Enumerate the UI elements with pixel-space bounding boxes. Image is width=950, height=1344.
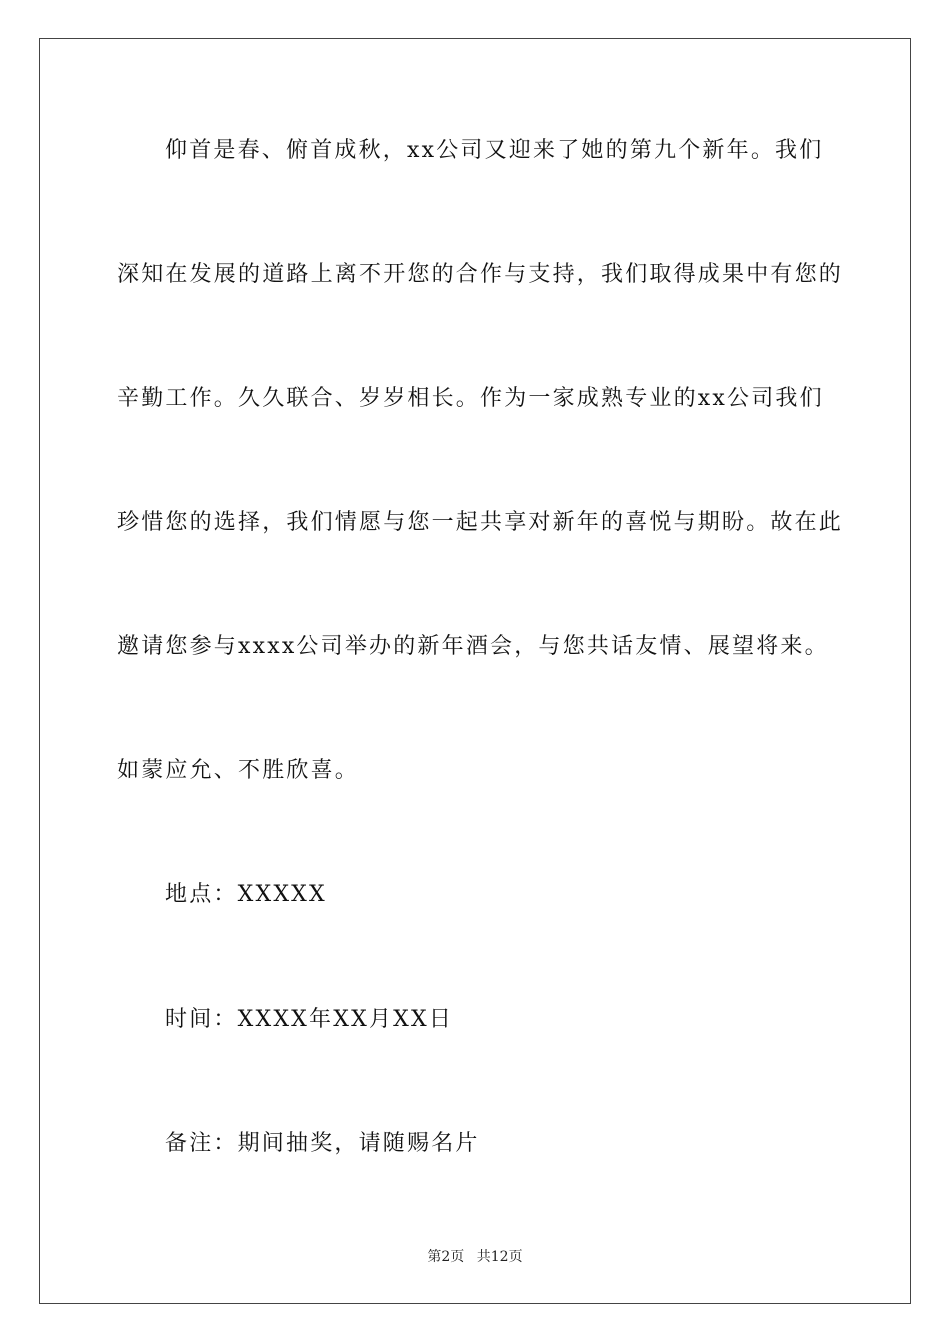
letter-line-1: 仰首是春、俯首成秋，xx公司又迎来了她的第九个新年。我们: [165, 138, 824, 163]
letter-line-4: 珍惜您的选择，我们情愿与您一起共享对新年的喜悦与期盼。故在此: [117, 510, 844, 535]
time-line: 时间：XXXX年XX月XX日: [165, 1007, 454, 1032]
location-line: 地点：XXXXX: [165, 882, 327, 907]
letter-line-3: 辛勤工作。久久联合、岁岁相长。作为一家成熟专业的xx公司我们: [117, 386, 824, 411]
letter-line-6: 如蒙应允、不胜欣喜。: [117, 758, 360, 783]
page-border: [39, 38, 911, 1304]
page-number-current: 第2页: [427, 1249, 465, 1265]
letter-line-5: 邀请您参与xxxx公司举办的新年酒会，与您共话友情、展望将来。: [117, 634, 829, 659]
page-number-total: 共12页: [476, 1249, 523, 1265]
letter-line-2: 深知在发展的道路上离不开您的合作与支持，我们取得成果中有您的: [117, 262, 844, 287]
note-line: 备注：期间抽奖，请随赐名片: [165, 1131, 480, 1156]
page-footer: [0, 1247, 950, 1267]
